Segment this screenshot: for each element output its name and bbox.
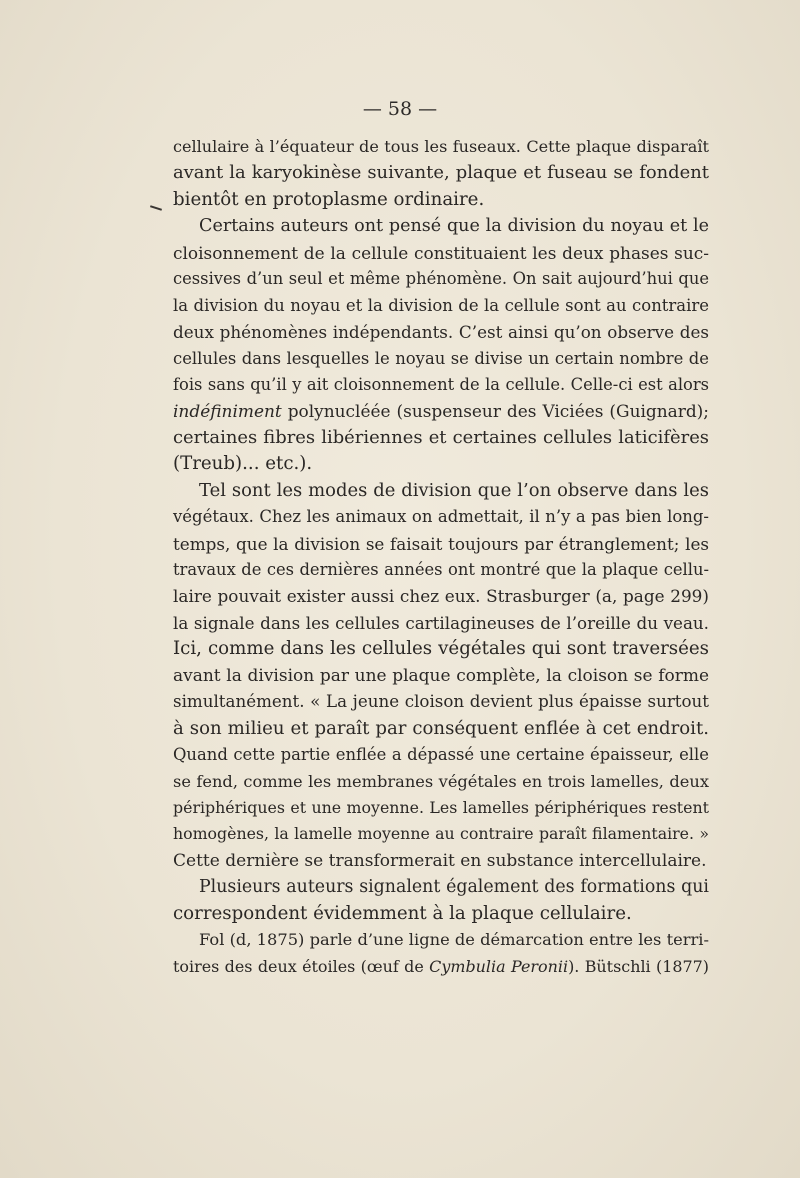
text-run: toires des deux étoiles (œuf de <box>173 956 430 976</box>
paragraph-1 <box>173 134 709 213</box>
text-line: Fol (d, 1875) parle d’une ligne de démarcation entre les terri- <box>199 930 709 950</box>
text-line: bientôt en protoplasme ordinaire. <box>173 188 485 210</box>
text-line: la signale dans les cellules cartilagineuses de l’oreille du veau. <box>173 612 709 633</box>
text-line: Certains auteurs ont pensé que la division du noyau et le <box>199 216 709 237</box>
text-run: ). Bütschli (1877) <box>568 956 710 976</box>
text-line: travaux de ces dernières années ont montré que la plaque cellu- <box>173 560 709 579</box>
text-line: cessives d’un seul et même phénomène. On sait aujourd’hui que <box>173 269 709 289</box>
text-line: cellules dans lesquelles le noyau se divise un certain nombre de <box>173 348 709 368</box>
body-text <box>173 134 709 980</box>
text-line: la division du noyau et la division de la cellule sont au contraire <box>173 295 709 315</box>
paragraph-3 <box>173 478 709 875</box>
text-line: se fend, comme les membranes végétales en trois lamelles, deux <box>173 771 709 791</box>
text-line: à son milieu et paraît par conséquent enflée à cet endroit. <box>173 717 709 739</box>
text-line: végétaux. Chez les animaux on admettait, il n’y a pas bien long- <box>173 507 709 527</box>
italic-term: Cymbulia Peronii <box>429 956 569 976</box>
text-line: Tel sont les modes de division que l’on observe dans les <box>199 479 709 501</box>
text-line: certaines fibres libériennes et certaines cellules laticifères <box>173 426 709 448</box>
text-line: cloisonnement de la cellule constituaient les deux phases suc- <box>173 242 709 263</box>
paragraph-4 <box>173 874 709 927</box>
text-line: cellulaire à l’équateur de tous les fuseaux. Cette plaque disparaît <box>173 137 709 156</box>
text-line: fois sans qu’il y ait cloisonnement de la cellule. Celle-ci est alors <box>173 374 709 394</box>
text-line: deux phénomènes indépendants. C’est ainsi qu’on observe des <box>173 322 709 343</box>
text-run: polynucléée (suspenseur des Viciées (Guignard); <box>281 401 709 422</box>
paragraph-2 <box>173 213 709 477</box>
margin-mark <box>150 205 162 211</box>
page-number: — 58 — <box>362 98 438 120</box>
text-line: correspondent évidemment à la plaque cellulaire. <box>173 902 632 924</box>
text-line: Ici, comme dans les cellules végétales qui sont traversées <box>173 638 709 660</box>
text-line: homogènes, la lamelle moyenne au contraire paraît filamentaire. » <box>173 824 709 844</box>
text-line: périphériques et une moyenne. Les lamelles périphériques restent <box>173 797 709 817</box>
italic-term: indéfiniment <box>173 401 282 422</box>
paragraph-5 <box>173 927 709 980</box>
text-line: avant la division par une plaque complète, la cloison se forme <box>173 665 709 686</box>
text-line: temps, que la division se faisait toujours par étranglement; les <box>173 533 709 554</box>
text-line: (Treub)... etc.). <box>173 453 313 475</box>
text-line: Quand cette partie enflée a dépassé une certaine épaisseur, elle <box>173 745 709 765</box>
text-line: laire pouvait exister aussi chez eux. Strasburger (a, page 299) <box>173 586 709 607</box>
text-line: simultanément. « La jeune cloison devient plus épaisse surtout <box>173 692 709 712</box>
text-line-mixed <box>173 954 709 980</box>
text-line-mixed <box>173 398 709 424</box>
text-line: avant la karyokinèse suivante, plaque et fuseau se fondent <box>173 162 709 184</box>
text-line: Plusieurs auteurs signalent également des formations qui <box>199 877 709 898</box>
text-line: Cette dernière se transformerait en substance intercellulaire. <box>173 850 707 871</box>
